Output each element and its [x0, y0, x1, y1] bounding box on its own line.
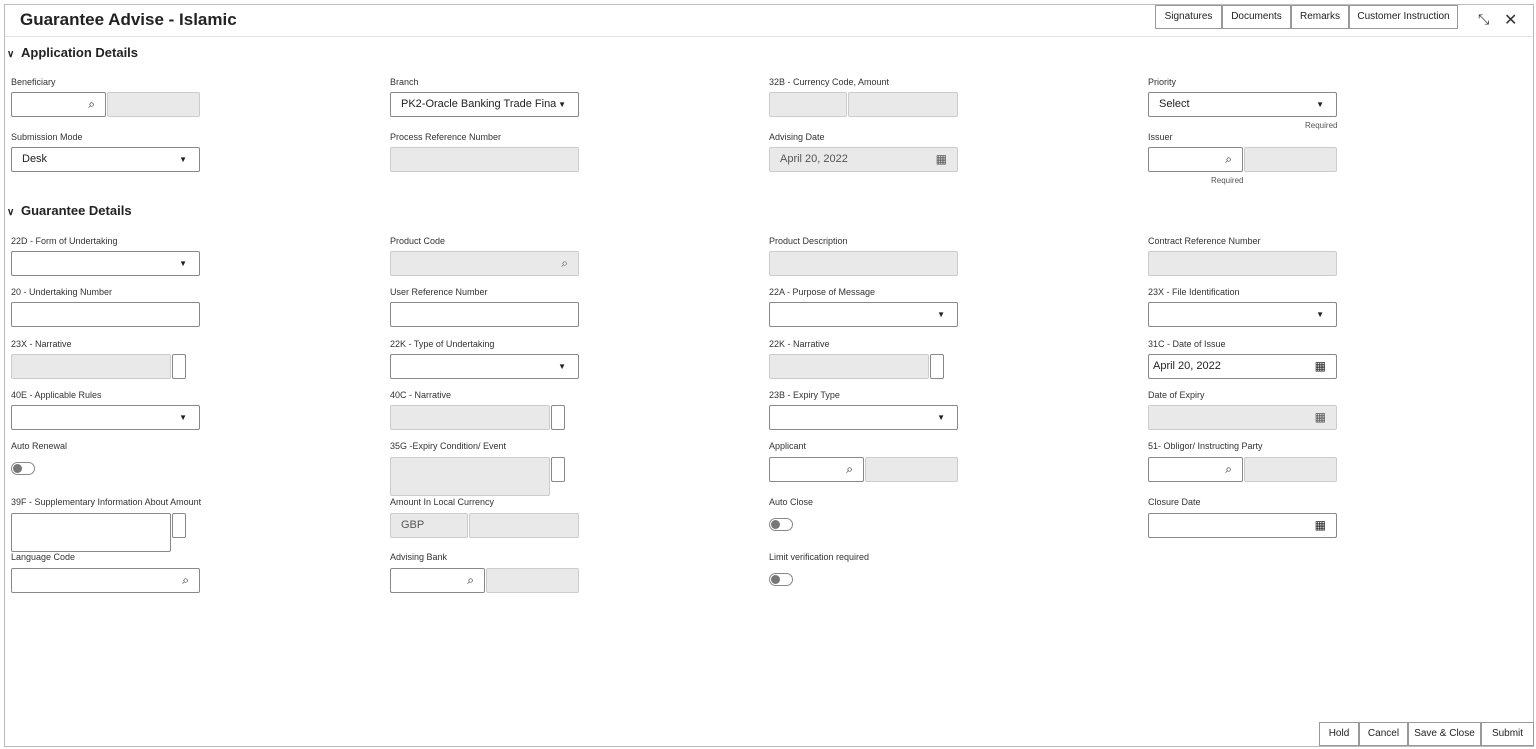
- beneficiary-name: [107, 92, 200, 117]
- file-identification-select[interactable]: [1148, 302, 1337, 327]
- label: Auto Renewal: [11, 441, 68, 451]
- chevron-down-icon: ▼: [1316, 310, 1324, 319]
- chevron-down-icon: ▼: [937, 310, 945, 319]
- search-icon[interactable]: ⌕: [1225, 462, 1232, 476]
- advising-bank-input[interactable]: [390, 568, 485, 593]
- applicable-rules-select[interactable]: [11, 405, 200, 430]
- process-reference-input: [390, 147, 579, 172]
- label: 35G -Expiry Condition/ Event: [390, 441, 507, 451]
- expiry-type-select[interactable]: [769, 405, 958, 430]
- chevron-down-icon: ▼: [179, 413, 187, 422]
- label: Priority: [1148, 77, 1177, 87]
- language-code-input[interactable]: [11, 568, 200, 593]
- priority-select[interactable]: Select ▼: [1148, 92, 1337, 117]
- calendar-icon[interactable]: ▦: [1314, 518, 1326, 532]
- required-hint: Required: [1211, 176, 1244, 185]
- narrative-22k-input: [769, 354, 929, 379]
- expiry-condition-input: [390, 457, 550, 496]
- label: Issuer: [1148, 132, 1173, 142]
- chevron-down-icon: ▼: [558, 362, 566, 371]
- submission-mode-select[interactable]: Desk ▼: [11, 147, 200, 172]
- submit-button[interactable]: Submit: [1481, 722, 1534, 746]
- tab-signatures[interactable]: Signatures: [1155, 5, 1222, 29]
- type-of-undertaking-select[interactable]: [390, 354, 579, 379]
- currency-select: [769, 92, 847, 117]
- label: Date of Expiry: [1148, 390, 1205, 400]
- label: Closure Date: [1148, 497, 1201, 507]
- advising-date-input: April 20, 2022 ▦: [769, 147, 958, 172]
- issuer-input[interactable]: [1148, 147, 1243, 172]
- label: Process Reference Number: [390, 132, 502, 142]
- hold-button[interactable]: Hold: [1319, 722, 1359, 746]
- chevron-down-icon: ∨: [7, 207, 15, 218]
- label: 39F - Supplementary Information About Amount: [11, 497, 202, 507]
- label: 22D - Form of Undertaking: [11, 236, 118, 246]
- label: 22K - Narrative: [769, 339, 830, 349]
- label: 23B - Expiry Type: [769, 390, 840, 400]
- issuer-name: [1244, 147, 1337, 172]
- expiry-condition-expand-button[interactable]: [551, 457, 565, 482]
- contract-reference-input: [1148, 251, 1337, 276]
- guarantee-advise-window: [4, 4, 1534, 747]
- chevron-down-icon: ∨: [7, 49, 15, 60]
- label: 22A - Purpose of Message: [769, 287, 876, 297]
- beneficiary-input[interactable]: [11, 92, 106, 117]
- section-application-details[interactable]: ∨ Application Details: [7, 45, 139, 60]
- chevron-down-icon: ▼: [179, 155, 187, 164]
- tab-remarks[interactable]: Remarks: [1291, 5, 1349, 29]
- close-icon[interactable]: ✕: [1504, 12, 1518, 29]
- narrative-23x-input: [11, 354, 171, 379]
- user-reference-input[interactable]: [390, 302, 579, 327]
- save-close-button[interactable]: Save & Close: [1408, 722, 1481, 746]
- required-hint: Required: [1305, 121, 1338, 130]
- label: Applicant: [769, 441, 807, 451]
- label: Advising Bank: [390, 552, 448, 562]
- applicant-input[interactable]: [769, 457, 864, 482]
- calendar-icon[interactable]: ▦: [1314, 359, 1326, 373]
- obligor-input[interactable]: [1148, 457, 1243, 482]
- product-description-input: [769, 251, 958, 276]
- label: 31C - Date of Issue: [1148, 339, 1226, 349]
- label: Product Description: [769, 236, 848, 246]
- label: Beneficiary: [11, 77, 56, 87]
- narrative-22k-expand-button[interactable]: [930, 354, 944, 379]
- chevron-down-icon: ▼: [937, 413, 945, 422]
- tab-documents[interactable]: Documents: [1222, 5, 1291, 29]
- label: User Reference Number: [390, 287, 488, 297]
- chevron-down-icon: ▼: [558, 100, 566, 109]
- narrative-40c-input: [390, 405, 550, 430]
- chevron-down-icon: ▼: [1316, 100, 1324, 109]
- branch-select[interactable]: PK2-Oracle Banking Trade Fina ▼: [390, 92, 579, 117]
- closure-date-input[interactable]: [1148, 513, 1337, 538]
- tab-customer-instruction[interactable]: Customer Instruction: [1349, 5, 1458, 29]
- search-icon[interactable]: ⌕: [88, 97, 95, 111]
- page-title: Guarantee Advise - Islamic: [20, 10, 237, 29]
- chevron-down-icon: ▼: [179, 259, 187, 268]
- cancel-button[interactable]: Cancel: [1359, 722, 1408, 746]
- narrative-40c-expand-button[interactable]: [551, 405, 565, 430]
- date-of-issue-input[interactable]: April 20, 2022 ▦: [1148, 354, 1337, 379]
- label: Branch: [390, 77, 419, 87]
- label: 20 - Undertaking Number: [11, 287, 113, 297]
- section-guarantee-details[interactable]: ∨ Guarantee Details: [7, 203, 132, 218]
- label: 40E - Applicable Rules: [11, 390, 102, 400]
- obligor-name: [1244, 457, 1337, 482]
- label: Advising Date: [769, 132, 825, 142]
- label: Limit verification required: [769, 552, 870, 562]
- label: 51- Obligor/ Instructing Party: [1148, 441, 1263, 451]
- label: Auto Close: [769, 497, 814, 507]
- calendar-icon: ▦: [1314, 410, 1326, 424]
- advising-bank-name: [486, 568, 579, 593]
- product-code-input: [390, 251, 579, 276]
- local-currency-select: GBP: [390, 513, 468, 538]
- limit-verification-toggle[interactable]: [769, 573, 793, 586]
- label: 23X - File Identification: [1148, 287, 1240, 297]
- calendar-icon: ▦: [935, 152, 947, 166]
- undertaking-number-input[interactable]: [11, 302, 200, 327]
- search-icon[interactable]: ⌕: [467, 573, 474, 587]
- label: 22K - Type of Undertaking: [390, 339, 495, 349]
- date-of-expiry-input: [1148, 405, 1337, 430]
- auto-close-toggle[interactable]: [769, 518, 793, 531]
- label: Language Code: [11, 552, 76, 562]
- label: Amount In Local Currency: [390, 497, 495, 507]
- narrative-23x-expand-button[interactable]: [172, 354, 186, 379]
- label: Product Code: [390, 236, 446, 246]
- header: [5, 5, 1533, 37]
- label: Contract Reference Number: [1148, 236, 1261, 246]
- label: 23X - Narrative: [11, 339, 72, 349]
- search-icon[interactable]: ⌕: [846, 462, 853, 476]
- search-icon[interactable]: ⌕: [1225, 152, 1232, 166]
- search-icon[interactable]: ⌕: [182, 573, 189, 587]
- label: 40C - Narrative: [390, 390, 452, 400]
- auto-renewal-toggle[interactable]: [11, 462, 35, 475]
- purpose-of-message-select[interactable]: [769, 302, 958, 327]
- supplementary-info-input[interactable]: [11, 513, 171, 552]
- amount-input: [848, 92, 958, 117]
- label: 32B - Currency Code, Amount: [769, 77, 890, 87]
- label: Submission Mode: [11, 132, 83, 142]
- local-amount-input: [469, 513, 579, 538]
- minimize-icon[interactable]: ⤡: [1478, 11, 1490, 27]
- supplementary-info-expand-button[interactable]: [172, 513, 186, 538]
- search-icon: ⌕: [561, 256, 568, 270]
- applicant-name: [865, 457, 958, 482]
- form-of-undertaking-select[interactable]: [11, 251, 200, 276]
